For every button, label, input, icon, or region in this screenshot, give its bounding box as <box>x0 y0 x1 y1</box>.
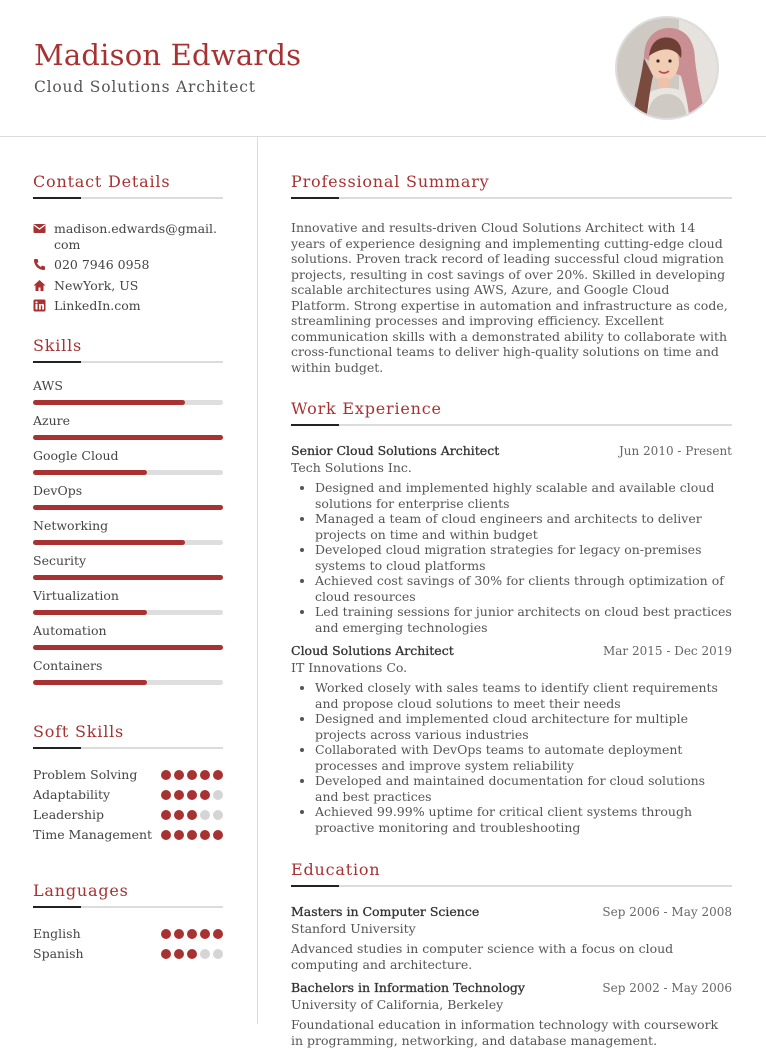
skill-bar-fill <box>33 540 185 545</box>
education-entry <box>291 904 732 972</box>
summary-section <box>291 172 732 375</box>
rating-dot <box>213 830 223 840</box>
rating-label: Spanish <box>33 945 84 961</box>
skill-name: Networking <box>33 517 109 533</box>
job-bullets <box>291 680 732 835</box>
skill-bar <box>33 680 223 685</box>
contact-location <box>33 278 223 294</box>
contact-value: madison.edwards@gmail.com <box>54 221 217 252</box>
skill-name: Automation <box>33 622 107 638</box>
contact-linkedin[interactable] <box>33 298 223 314</box>
skills-section <box>33 336 223 685</box>
job-bullet: • Worked closely with sales teams to identify client requirements and propose cloud solutions to meet their needs <box>315 680 732 711</box>
skill-item <box>33 448 223 475</box>
rating-dot <box>161 790 171 800</box>
rating-dot <box>200 929 210 939</box>
job-bullet: • Achieved cost savings of 30% for clients through optimization of cloud resources <box>315 573 732 604</box>
skill-bar-fill <box>33 505 223 510</box>
language-item <box>33 946 223 962</box>
rating-dot <box>213 770 223 780</box>
job-entry <box>291 643 732 835</box>
home-icon <box>33 279 46 292</box>
skill-item <box>33 518 223 545</box>
rating-dot <box>161 810 171 820</box>
education-header <box>291 904 732 920</box>
contact-value: 020 7946 0958 <box>54 257 150 272</box>
skill-item <box>33 588 223 615</box>
soft-skills-heading: Soft Skills <box>33 721 125 741</box>
job-date: Jun 2010 - Present <box>618 444 732 458</box>
skill-bar <box>33 610 223 615</box>
skill-bar <box>33 435 223 440</box>
job-bullets <box>291 480 732 635</box>
education-date: Sep 2006 - May 2008 <box>602 905 732 919</box>
rating-dot <box>174 949 184 959</box>
rating-label: Time Management <box>33 826 153 842</box>
section-rule <box>291 424 732 426</box>
skill-name: Google Cloud <box>33 447 119 463</box>
education-description: Foundational education in information technology with coursework in programming, networking, and database management. <box>291 1017 719 1048</box>
job-bullet: • Developed cloud migration strategies for legacy on-premises systems to cloud platforms <box>315 542 732 573</box>
soft-skill-item <box>33 807 223 823</box>
rating-dot <box>174 790 184 800</box>
section-rule <box>33 197 223 199</box>
soft-skill-item <box>33 787 223 803</box>
skill-item <box>33 623 223 650</box>
skill-name: Azure <box>33 412 71 428</box>
job-title: Senior Cloud Solutions Architect <box>291 443 500 458</box>
company-name: Tech Solutions Inc. <box>291 460 412 475</box>
rating-dot <box>213 810 223 820</box>
education-section <box>291 860 732 1048</box>
contact-section <box>33 172 223 314</box>
skill-item <box>33 413 223 440</box>
job-header <box>291 643 732 659</box>
skill-name: Security <box>33 552 87 568</box>
rating-dot <box>187 830 197 840</box>
rating-dot <box>213 949 223 959</box>
rating-dot <box>200 790 210 800</box>
education-heading: Education <box>291 860 381 879</box>
profile-photo <box>617 18 717 118</box>
skill-bar <box>33 575 223 580</box>
languages-heading: Languages <box>33 880 129 900</box>
education-header <box>291 980 732 996</box>
rating-dots <box>161 929 223 939</box>
envelope-icon <box>33 222 46 235</box>
rating-label: English <box>33 925 81 941</box>
rating-dot <box>174 830 184 840</box>
rating-dot <box>174 929 184 939</box>
main-content <box>291 137 732 1048</box>
rating-dot <box>200 949 210 959</box>
skill-bar-fill <box>33 610 147 615</box>
rating-dots <box>161 949 223 959</box>
rating-dot <box>213 790 223 800</box>
skill-bar-fill <box>33 435 223 440</box>
experience-section <box>291 399 732 835</box>
contact-heading: Contact Details <box>33 172 171 191</box>
candidate-title: Cloud Solutions Architect <box>34 78 256 96</box>
skill-bar-fill <box>33 680 147 685</box>
linkedin-icon <box>33 299 46 312</box>
section-rule <box>33 361 223 363</box>
job-date: Mar 2015 - Dec 2019 <box>602 644 732 658</box>
rating-label: Adaptability <box>33 786 111 802</box>
school-name: Stanford University <box>291 921 416 936</box>
education-description: Advanced studies in computer science with a focus on cloud computing and architecture. <box>291 941 674 972</box>
language-item <box>33 926 223 942</box>
column-divider <box>257 137 258 1024</box>
job-header <box>291 443 732 459</box>
rating-dot <box>200 810 210 820</box>
job-bullet: • Designed and implemented highly scalable and available cloud solutions for enterprise clients <box>315 480 732 511</box>
rating-label: Leadership <box>33 806 104 822</box>
soft-skills-section <box>33 722 223 843</box>
skill-item <box>33 483 223 510</box>
candidate-name: Madison Edwards <box>34 38 302 72</box>
contact-value: LinkedIn.com <box>54 298 141 313</box>
rating-dots <box>161 810 223 820</box>
phone-icon <box>33 258 46 271</box>
rating-dot <box>161 830 171 840</box>
job-bullet: • Managed a team of cloud engineers and architects to deliver projects on time and within budget <box>315 511 732 542</box>
education-entry <box>291 980 732 1048</box>
rating-dots <box>161 830 223 840</box>
rating-dot <box>213 929 223 939</box>
job-title: Cloud Solutions Architect <box>291 643 454 658</box>
contact-value: NewYork, US <box>54 277 139 293</box>
rating-dot <box>187 949 197 959</box>
skill-bar <box>33 645 223 650</box>
rating-dot <box>200 770 210 780</box>
rating-dot <box>174 770 184 780</box>
job-bullet: • Achieved 99.99% uptime for critical client systems through proactive monitoring and troubleshooting <box>315 804 732 835</box>
section-rule <box>33 906 223 908</box>
skill-bar <box>33 505 223 510</box>
skill-name: Containers <box>33 657 103 673</box>
rating-dot <box>187 790 197 800</box>
skill-name: DevOps <box>33 482 83 498</box>
rating-dot <box>187 929 197 939</box>
summary-heading: Professional Summary <box>291 172 490 191</box>
job-bullet: • Led training sessions for junior architects on cloud best practices and emerging technologies <box>315 604 732 635</box>
skill-item <box>33 553 223 580</box>
job-bullet: • Collaborated with DevOps teams to automate deployment processes and improve system reliability <box>315 742 732 773</box>
skill-item <box>33 378 223 405</box>
school-name: University of California, Berkeley <box>291 997 504 1012</box>
rating-dot <box>200 830 210 840</box>
skill-bar-fill <box>33 470 147 475</box>
job-bullet: • Developed and maintained documentation for cloud solutions and best practices <box>315 773 732 804</box>
company-name: IT Innovations Co. <box>291 660 408 675</box>
rating-dot <box>187 770 197 780</box>
rating-dot <box>161 770 171 780</box>
skill-bar <box>33 540 223 545</box>
job-entry <box>291 443 732 635</box>
skill-name: AWS <box>33 377 63 393</box>
section-rule <box>33 747 223 749</box>
summary-text: Innovative and results-driven Cloud Solutions Architect with 14 years of experience designing and implementing cutting-edge cloud solutions. Proven track record of leading successful cloud migration projects, resulting in cost savings of over 20%. Skilled in developing scalable architectures using AWS, Azure, and Google Cloud Platform. Strong expertise in automation and infrastructure as code, streamlining processes and improving efficiency. Excellent communication skills with a demonstrated ability to collaborate with cross-functional teams to deliver high-quality solutions on time and within budget. <box>291 220 728 375</box>
rating-dot <box>161 949 171 959</box>
resume-header <box>0 0 766 137</box>
skill-bar-fill <box>33 575 223 580</box>
skill-item <box>33 658 223 685</box>
section-rule <box>291 197 732 199</box>
degree-name: Bachelors in Information Technology <box>291 980 525 995</box>
rating-dots <box>161 790 223 800</box>
sidebar <box>33 137 223 966</box>
skill-name: Virtualization <box>33 587 119 603</box>
job-bullet: • Designed and implemented cloud architecture for multiple projects across various industries <box>315 711 732 742</box>
rating-dots <box>161 770 223 780</box>
contact-email[interactable] <box>33 221 223 252</box>
rating-dot <box>174 810 184 820</box>
skill-bar-fill <box>33 400 185 405</box>
degree-name: Masters in Computer Science <box>291 904 480 919</box>
skills-heading: Skills <box>33 335 83 355</box>
skill-bar <box>33 400 223 405</box>
experience-heading: Work Experience <box>291 399 442 418</box>
soft-skill-item <box>33 767 223 783</box>
rating-dot <box>187 810 197 820</box>
skill-bar <box>33 470 223 475</box>
education-date: Sep 2002 - May 2006 <box>602 981 732 995</box>
languages-section <box>33 881 223 962</box>
skill-bar-fill <box>33 645 223 650</box>
contact-phone[interactable] <box>33 257 223 273</box>
section-rule <box>291 885 732 887</box>
soft-skill-item <box>33 827 223 843</box>
rating-dot <box>161 929 171 939</box>
rating-label: Problem Solving <box>33 766 138 782</box>
